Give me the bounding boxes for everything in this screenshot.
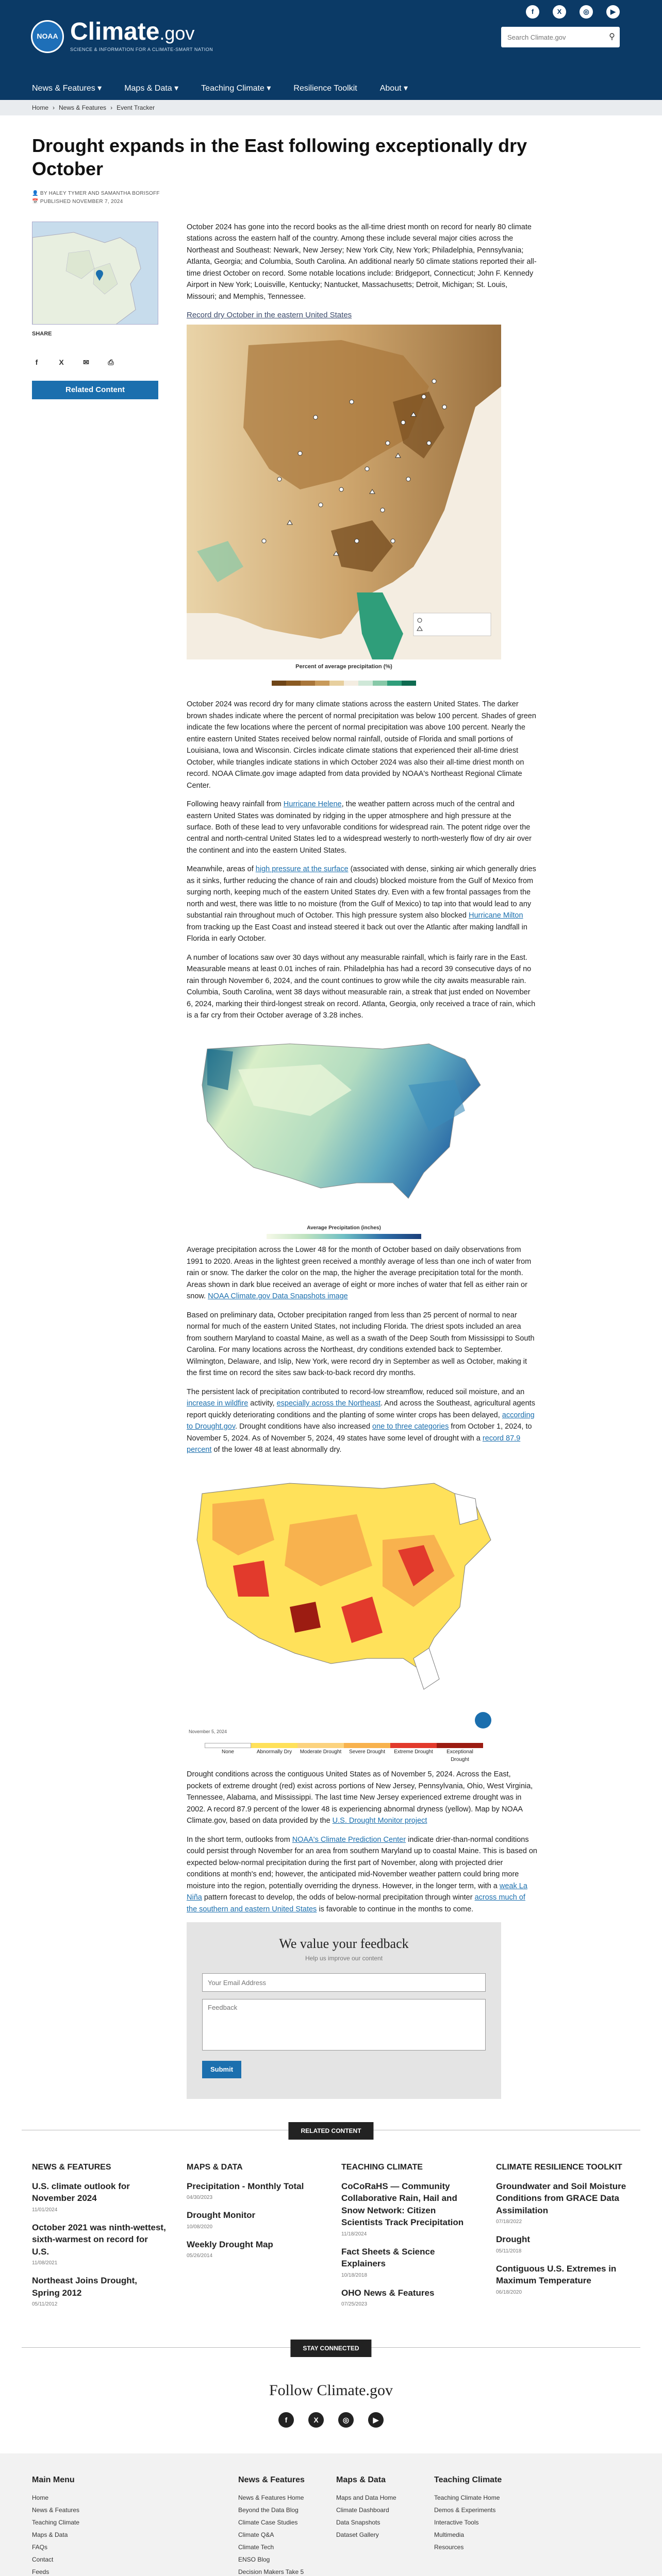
fig3-date: November 5, 2024 <box>189 1729 227 1735</box>
footer-link[interactable]: Home <box>32 2494 49 2502</box>
link-data-snapshots[interactable]: NOAA Climate.gov Data Snapshots image <box>208 1292 348 1301</box>
facebook-icon[interactable]: f <box>278 2412 294 2428</box>
figure-record-dry-october[interactable] <box>187 325 501 694</box>
footer-link[interactable]: Dataset Gallery <box>336 2531 379 2539</box>
related-column-maps <box>187 2161 321 2317</box>
link-northeast[interactable]: especially across the Northeast <box>276 1399 381 1408</box>
breadcrumb-home[interactable]: Home <box>32 104 49 111</box>
youtube-icon[interactable]: ▶ <box>368 2412 384 2428</box>
footer-maps: Maps & Data Maps and Data Home Climate Dashboard Data Snapshots Dataset Gallery <box>336 2474 434 2576</box>
footer-link[interactable]: Climate Tech <box>238 2544 274 2551</box>
related-heading: TEACHING CLIMATE <box>341 2162 423 2172</box>
related-item[interactable]: Precipitation - Monthly Total 04/30/2023 <box>187 2181 304 2201</box>
link-la-nina[interactable]: weak La Niña <box>187 1882 527 1902</box>
nav-resilience-toolkit[interactable]: Resilience Toolkit <box>293 84 357 93</box>
logo-subtitle: SCIENCE & INFORMATION FOR A CLIMATE-SMART NATION <box>70 47 213 52</box>
fig3-legend: None Abnormally Dry Moderate Drought Severe Drought Extreme Drought Exceptional Drought <box>187 1743 501 1764</box>
feedback-title: We value your feedback <box>279 1936 409 1952</box>
header-social <box>526 5 620 19</box>
related-item[interactable]: Drought 05/11/2018 <box>496 2234 531 2254</box>
related-item[interactable]: Contiguous U.S. Extremes in Maximum Temperature 06/18/2020 <box>496 2263 617 2295</box>
precip-percent-map <box>187 325 501 659</box>
related-heading: NEWS & FEATURES <box>32 2162 111 2172</box>
footer-link[interactable]: Demos & Experiments <box>434 2506 496 2514</box>
nav-about[interactable]: About ▾ <box>379 84 408 93</box>
logo-title: Climate <box>70 18 160 45</box>
site-logo[interactable] <box>31 20 213 54</box>
nav-maps-data[interactable]: Maps & Data ▾ <box>124 84 179 93</box>
feedback-email-field[interactable] <box>202 1973 486 1992</box>
footer-link[interactable]: Decision Makers Take 5 <box>238 2568 304 2576</box>
footer-link[interactable]: Climate Q&A <box>238 2531 274 2539</box>
related-item[interactable]: U.S. climate outlook for November 2024 11/01/2024 <box>32 2181 130 2213</box>
footer-link[interactable]: Climate Dashboard <box>336 2506 389 2514</box>
related-item[interactable]: Groundwater and Soil Moisture Conditions from GRACE Data Assimilation 07/18/2022 <box>496 2181 626 2225</box>
instagram-icon[interactable]: ◎ <box>580 5 593 19</box>
footer-link[interactable]: Maps & Data <box>32 2531 68 2539</box>
average-precip-map <box>187 1028 501 1224</box>
related-item[interactable]: October 2021 was ninth-wettest, sixth-warmest on record for U.S. 11/08/2021 <box>32 2222 166 2266</box>
fig2-legend-title: Average Precipitation (inches) <box>307 1225 381 1231</box>
x-icon[interactable]: X <box>553 5 566 19</box>
related-item[interactable]: CoCoRaHS — Community Collaborative Rain, Hail and Snow Network: Citizen Scientists Track Precipitation 11/18/2024 <box>341 2181 464 2237</box>
breadcrumb-news[interactable]: News & Features <box>59 104 107 111</box>
share-facebook-icon[interactable]: f <box>35 358 38 366</box>
main-content <box>22 134 640 2428</box>
site-header <box>0 0 662 77</box>
feedback-form <box>187 1922 501 2099</box>
footer-link[interactable]: Teaching Climate Home <box>434 2494 500 2502</box>
fig1-legend <box>187 673 501 693</box>
figure3-caption: Drought conditions across the contiguous United States as of November 5, 2024. Across the East, pockets of extreme drought (red) exist across portions of New Jersey, Pennsylvania, Ohio, West Virginia, Tennessee, Alabama, and Mississippi. The last time New Jersey experienced extreme drought was in 2002. A record 87.9 percent of the lower 48 is experiencing abnormal dryness (yellow). Map by NOAA Climate.gov, based on data provided by the U.S. Drought Monitor project <box>187 1770 533 1825</box>
footer-link[interactable]: Data Snapshots <box>336 2519 380 2527</box>
drought-monitor-map <box>187 1463 501 1741</box>
feedback-subtitle: Help us improve our content <box>305 1955 383 1962</box>
link-hurricane-milton[interactable]: Hurricane Milton <box>469 911 523 920</box>
article-sidebar <box>32 222 158 2099</box>
stay-connected-tag: STAY CONNECTED <box>290 2340 371 2357</box>
link-high-pressure[interactable]: high pressure at the surface <box>255 865 349 874</box>
related-heading: MAPS & DATA <box>187 2162 243 2172</box>
logo-suffix: .gov <box>159 23 195 44</box>
paragraph-7: In the short term, outlooks from NOAA's Climate Prediction Center indicate drier-than-normal conditions could persist through November for an area from southern Maryland up to coastal Maine. This is based on expected below-normal precipitation during the first part of November, along with projected drier conditions at month's end; however, the anticipated mid-November weather pattern could bring more moisture into the region, potentially overriding the dryness. However, in the longer term, with a weak La Niña pattern forecast to develop, the odds of below-normal precipitation through winter across much of the southern and eastern United States is favorable to continue in the months to come. <box>187 1835 537 1913</box>
noaa-watermark-icon <box>475 1712 491 1728</box>
footer-link[interactable]: Contact <box>32 2556 54 2564</box>
related-column-toolkit <box>496 2161 630 2317</box>
footer-link[interactable]: Climate Case Studies <box>238 2519 298 2527</box>
related-item[interactable]: Northeast Joins Drought, Spring 2012 05/11/2012 <box>32 2276 138 2308</box>
paragraph-3: Meanwhile, areas of high pressure at the surface (associated with dense, sinking air which generally dries as it sinks, further reducing the chance of rain and clouds) blocked moisture from the Gulf of Mexico from surging north, keeping much of the eastern United States dry. Even with a few frontal passages from the north and west, there was little to no moisture (from the Gulf of Mexico) to tap into that would lead to any substantial rain throughout much of October. This high pressure system also blocked Hurricane Milton from tracking up the East Coast and instead steered it back out over the Atlantic after making landfall in Florida in early October. <box>187 865 536 943</box>
footer-link[interactable]: Interactive Tools <box>434 2519 479 2527</box>
footer-main-menu: Main Menu Home News & Features Teaching Climate Maps & Data FAQs Contact Feeds <box>32 2474 130 2576</box>
footer-link[interactable]: FAQs <box>32 2544 48 2551</box>
footer-link[interactable]: News & Features <box>32 2506 80 2514</box>
fig1-legend-title: Percent of average precipitation (%) <box>295 663 392 670</box>
page-title: Drought expands in the East following exceptionally dry October <box>32 135 527 179</box>
footer-link[interactable]: Teaching Climate <box>32 2519 80 2527</box>
paragraph-4: A number of locations saw over 30 days without any measurable rainfall, which is fairly rare in the East. Measurable means at least 0.01 inches of rain. Philadelphia has had a record 39 consecutive days of no rain through November 6, 2024, and the count continues to grow while the city awaits measurable rain. Columbia, South Carolina, went 38 days without measurable rain, a streak that just ended on November 6, 2024, marking their third-longest streak on record. Atlanta, Georgia, only received a trace of rain, which is a far cry from their October average of 3.28 inches. <box>187 953 536 1020</box>
figure1-title[interactable]: Record dry October in the eastern United States <box>187 311 352 320</box>
footer-news: News & Features News & Features Home Beyond the Data Blog Climate Case Studies Climate Q&A Climate Tech ENSO Blog Decision Makers Take 5 <box>238 2474 336 2576</box>
footer-link[interactable]: Maps and Data Home <box>336 2494 396 2502</box>
footer-link[interactable]: ENSO Blog <box>238 2556 270 2564</box>
follow-icons <box>22 2412 640 2428</box>
youtube-icon[interactable]: ▶ <box>606 5 620 19</box>
share-x-icon[interactable]: X <box>59 358 64 366</box>
related-content-section <box>22 2127 640 2317</box>
footer <box>0 2453 662 2576</box>
related-item[interactable]: Weekly Drought Map 05/26/2014 <box>187 2239 273 2259</box>
search-icon[interactable]: ⚲ <box>609 32 615 41</box>
noaa-logo-text: NOAA <box>37 32 58 41</box>
nav-news-features[interactable]: News & Features ▾ <box>32 84 102 93</box>
footer-teaching: Teaching Climate Teaching Climate Home Demos & Experiments Interactive Tools Multimedia Resources <box>434 2474 532 2576</box>
related-item[interactable]: OHO News & Features 07/25/2023 <box>341 2287 435 2308</box>
link-drought-monitor[interactable]: U.S. Drought Monitor project <box>332 1817 427 1825</box>
footer-link[interactable]: News & Features Home <box>238 2494 304 2502</box>
article-meta <box>32 190 640 206</box>
publish-date: 📅 PUBLISHED NOVEMBER 7, 2024 <box>32 199 123 205</box>
figure2-caption: Average precipitation across the Lower 48 for the month of October based on daily observations from 1991 to 2020. Areas in the lightest green received a monthly average of less than one inch of water from rain or snow. The darker the color on the map, the higher the average precipitation total for the month. Areas shown in dark blue received an average of eight or more inches of water that fell as either rain or snow. NOAA Climate.gov Data Snapshots image <box>187 1246 532 1301</box>
link-drought-gov[interactable]: according to Drought.gov <box>187 1411 535 1431</box>
related-content-button[interactable]: Related Content <box>32 381 158 399</box>
related-content-tag: RELATED CONTENT <box>288 2122 373 2140</box>
fig2-legend-bar <box>267 1234 421 1239</box>
share-email-icon[interactable]: ✉ <box>83 358 89 366</box>
follow-title: Follow Climate.gov <box>269 2382 393 2399</box>
link-increase-wildfire[interactable]: increase in wildfire <box>187 1399 249 1408</box>
related-item[interactable]: Fact Sheets & Science Explainers 10/18/2018 <box>341 2246 435 2278</box>
footer-link[interactable]: Feeds <box>32 2568 49 2576</box>
breadcrumb: Home › News & Features › Event Tracker <box>0 100 662 115</box>
link-cpc[interactable]: NOAA's Climate Prediction Center <box>292 1835 406 1844</box>
link-record-percent[interactable]: record 87.9 percent <box>187 1434 521 1454</box>
nav-teaching-climate[interactable]: Teaching Climate ▾ <box>201 84 271 93</box>
figure-average-precipitation[interactable] <box>187 1028 501 1239</box>
search-box <box>501 27 620 47</box>
link-one-to-three[interactable]: one to three categories <box>372 1422 449 1431</box>
related-column-news <box>32 2161 166 2317</box>
print-icon[interactable]: ⎙ <box>108 358 114 366</box>
related-item[interactable]: Drought Monitor 10/08/2020 <box>187 2210 256 2230</box>
feedback-submit-button[interactable]: Submit <box>202 2061 241 2078</box>
instagram-icon[interactable]: ◎ <box>338 2412 354 2428</box>
link-southern-eastern[interactable]: across much of the southern and eastern United States <box>187 1893 525 1913</box>
footer-link[interactable]: Resources <box>434 2544 464 2551</box>
feedback-textarea[interactable] <box>202 1999 486 2050</box>
paragraph-1: October 2024 has gone into the record books as the all-time driest month on record for nearly 80 climate stations across the eastern half of the country. Among these include several major cities across the Northeast and Southeast: Newark, New Jersey; New York City, New York; Philadelphia, Pennsylvania; Atlanta, Georgia; and Columbia, South Carolina. An additional nearly 50 climate stations reported their all-time driest October on record. Some notable locations include: Bridgeport, Connecticut; John F. Kennedy Airport in New York; Louisville, Kentucky; Nantucket, Massachusetts; Detroit, Michigan; St. Louis, Missouri; and Memphis, Tennessee. <box>187 223 537 301</box>
main-nav <box>0 77 662 100</box>
paragraph-2: Following heavy rainfall from Hurricane Helene, the weather pattern across much of the central and eastern United States was dominated by ridging in the upper atmosphere and high pressure at the surface. Both of these lead to very unfavorable conditions for widespread rain. The potent ridge over the central and north-central United States led to a widespread westerly to north-westerly flow of dry air over the continent and into the eastern United States. <box>187 800 532 855</box>
share-label: SHARE <box>32 331 52 337</box>
paragraph-6: The persistent lack of precipitation contributed to record-low streamflow, reduced soil moisture, and an increase in wildfire activity, especially across the Northeast. And across the Southeast, agricultural agents report quickly deteriorating conditions and the planting of some winter crops has been delayed, according to Drought.gov. Drought conditions have also increased one to three categories from October 1, 2024, to November 5, 2024. As of November 5, 2024, 49 states have some level of drought with a record 87.9 percent of the lower 48 at least abnormally dry. <box>187 1387 535 1454</box>
stay-connected-section <box>22 2347 640 2428</box>
noaa-logo-icon <box>31 20 64 53</box>
x-icon[interactable]: X <box>308 2412 324 2428</box>
related-column-teaching <box>341 2161 475 2317</box>
figure-drought-monitor[interactable] <box>187 1463 501 1764</box>
related-heading: CLIMATE RESILIENCE TOOLKIT <box>496 2162 622 2172</box>
link-hurricane-helene[interactable]: Hurricane Helene <box>283 800 342 809</box>
footer-link[interactable]: Multimedia <box>434 2531 465 2539</box>
share-buttons <box>32 358 158 367</box>
location-map[interactable] <box>32 222 158 325</box>
footer-link[interactable]: Beyond the Data Blog <box>238 2506 299 2514</box>
breadcrumb-current: Event Tracker <box>117 104 155 111</box>
search-input[interactable] <box>501 27 604 47</box>
byline: 👤 BY HALEY TYMER AND SAMANTHA BORISOFF <box>32 191 160 196</box>
article-body <box>187 222 537 2099</box>
paragraph-5: Based on preliminary data, October precipitation ranged from less than 25 percent of normal to near normal for much of the eastern United States, not including Florida. The driest spots included an area from southern Maryland to coastal Maine, as well as a swath of the Deep South from Mississippi to South Carolina. For many locations across the Northeast, dry conditions extended back to September. Wilmington, Delaware, and Islip, New York, were record dry in September as well as October, making it the first time on record the sites saw back-to-back record dry months. <box>187 1311 535 1378</box>
figure1-caption: October 2024 was record dry for many climate stations across the eastern United States. The darker brown shades indicate where the percent of normal precipitation was below 100 percent. Shades of green indicate the few locations where the percent of normal precipitation was above 100 percent. Nearly the entire eastern United States received below normal rainfall, outside of Florida and small portions of Louisiana, Iowa and Wisconsin. Circles indicate climate stations that experienced their all-time driest October, while triangles indicate stations in which October 2024 was also their all-time driest month on record. NOAA Climate.gov image adapted from data provided by NOAA's Northeast Regional Climate Center. <box>187 700 536 790</box>
facebook-icon[interactable]: f <box>526 5 539 19</box>
